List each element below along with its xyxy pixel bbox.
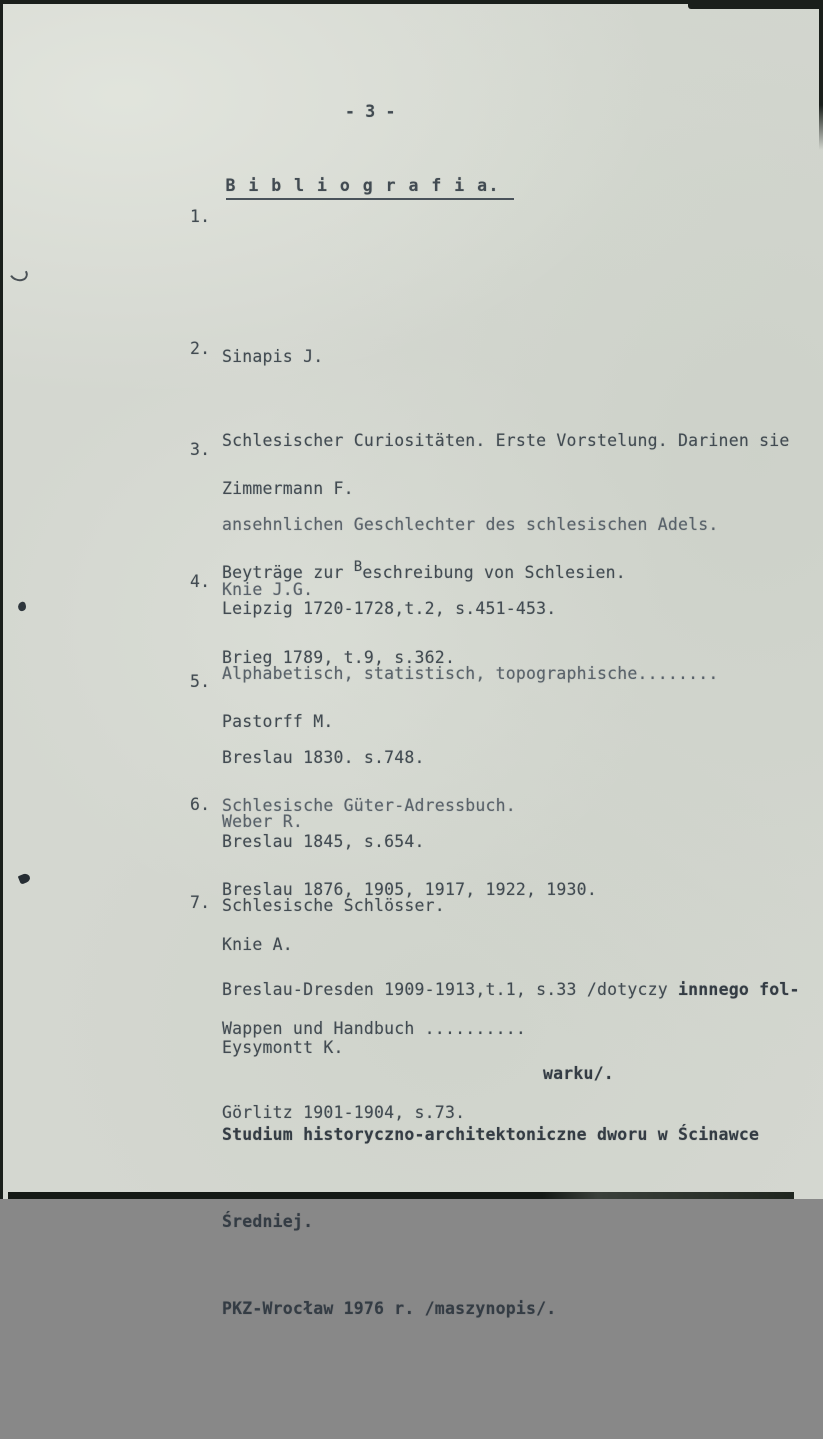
scan-edge-right xyxy=(819,0,823,150)
ink-speck xyxy=(18,872,32,884)
entry-6-line-2: Wappen und Handbuch .......... xyxy=(222,1019,527,1038)
entry-2-author: Zimmermann F. xyxy=(222,479,354,498)
entry-2-line-2: Beyträge zur Beschreibung von Schlesien. xyxy=(222,559,626,588)
entry-5-author: Weber R. xyxy=(222,812,304,831)
entry-2-number: 2. xyxy=(190,339,211,358)
entry-6-author: Knie A. xyxy=(222,935,293,954)
entry-6-number: 6. xyxy=(190,795,211,814)
entry-4-line-3: Breslau 1876, 1905, 1917, 1922, 1930. xyxy=(222,880,597,899)
bibliography-title-text: B i b l i o g r a f i a. xyxy=(226,176,514,200)
scan-edge-left xyxy=(0,0,3,1199)
entry-2-line-3: Brieg 1789, t.9, s.362. xyxy=(222,648,456,667)
ink-speck xyxy=(17,601,27,612)
entry-4-author: Pastorff M. xyxy=(222,712,334,731)
entry-1-line-2: Schlesischer Curiositäten. Erste Vorstelung. Darinen sie xyxy=(222,431,790,450)
entry-7-line-4: PKZ-Wrocław 1976 r. /maszynopis/. xyxy=(222,1299,557,1318)
entry-4-line-2: Schlesische Güter-Adressbuch. xyxy=(222,796,516,815)
entry-3-line-2: Alphabetisch, statistisch, topographische........ xyxy=(222,664,719,683)
entry-1-line-3: ansehnlichen Geschlechter des schlesischen Adels. xyxy=(222,515,719,534)
entry-7-line-2: Studium historyczno-architektoniczne dworu w Ścinawce xyxy=(222,1125,760,1144)
entry-3-line-3: Breslau 1830. s.748. xyxy=(222,748,425,767)
entry-5-number: 5. xyxy=(190,672,211,691)
entry-1-number: 1. xyxy=(190,207,211,226)
entry-7-number: 7. xyxy=(190,893,211,912)
raised-letter-b: B xyxy=(353,559,363,575)
page-number: - 3 - xyxy=(345,102,396,121)
entry-1-line-4: Leipzig 1720-1728,t.2, s.451-453. xyxy=(222,599,557,618)
entry-3-number: 3. xyxy=(190,440,211,459)
entry-5-line-2: Schlesische Schlösser. xyxy=(222,896,445,915)
entry-3-line-4: Breslau 1845, s.654. xyxy=(222,832,425,851)
ink-speck xyxy=(7,263,30,283)
entry-1-author: Sinapis J. xyxy=(222,347,324,366)
entry-6-line-3: Görlitz 1901-1904, s.73. xyxy=(222,1103,466,1122)
entry-3-author: Knie J.G. xyxy=(222,580,314,599)
bib-entry-7 xyxy=(190,888,759,1439)
entry-4-number: 4. xyxy=(190,572,211,591)
entry-5-line-3: Breslau-Dresden 1909-1913,t.1, s.33 /dotyczy innnego fol- xyxy=(222,980,800,999)
entry-5-line-4: warku/. xyxy=(543,1064,614,1083)
entry-7-line-3: Średniej. xyxy=(222,1212,314,1231)
entry-7-author: Eysymontt K. xyxy=(222,1038,344,1057)
scan-edge-top-right xyxy=(688,0,823,9)
